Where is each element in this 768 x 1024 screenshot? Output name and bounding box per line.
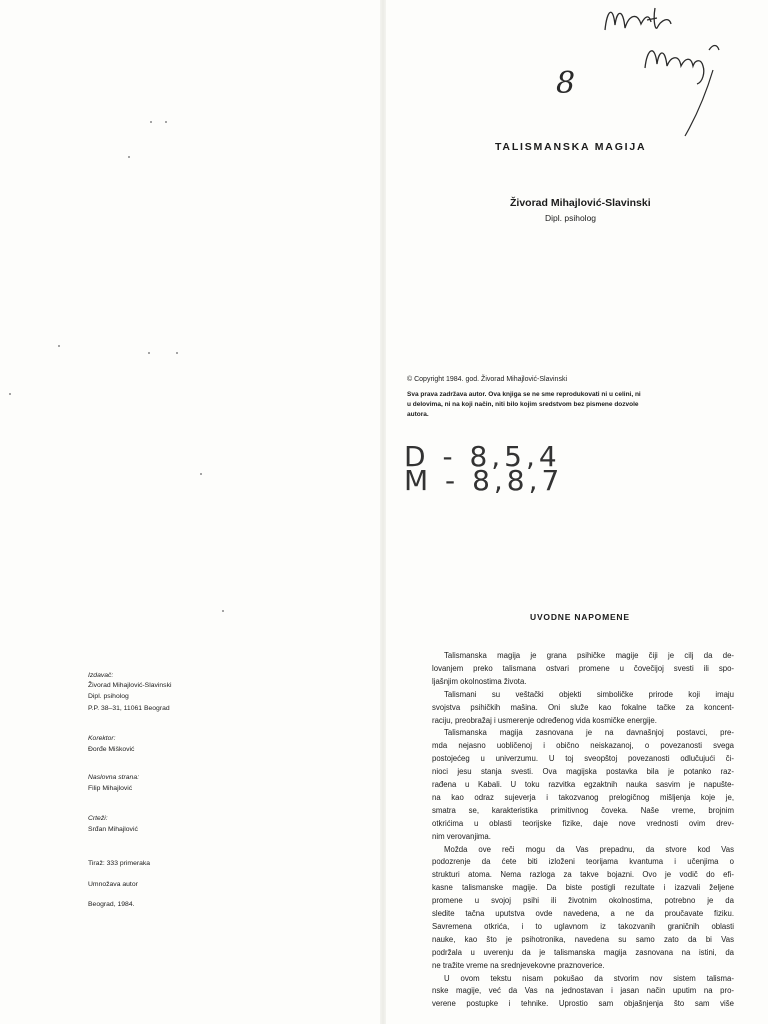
body-text-line: smatra se, karakteristika primitivnog čoveka. Naše vreme, brojnim bbox=[432, 805, 734, 815]
section-heading: UVODNE NAPOMENE bbox=[530, 612, 630, 622]
page-gutter bbox=[380, 0, 386, 1024]
body-text-line: Talismani su veštački objekti simboličke prirode koji imaju bbox=[444, 689, 734, 699]
author-title: Dipl. psiholog bbox=[545, 213, 597, 223]
corrector-name: Đorđe Mišković bbox=[88, 746, 135, 753]
rights-line: u delovima, ni na koji način, niti bilo kojim sredstvom bez pismene dozvole bbox=[407, 401, 639, 408]
body-text-line: na kao odraz sujeverja i takozvanog prelogičnog mišljenja koje je, bbox=[432, 792, 734, 802]
publisher-title: Dipl. psiholog bbox=[88, 693, 129, 700]
corrector-label: Korektor: bbox=[88, 735, 116, 742]
body-text-line: U ovom tekstu nisam pokušao da stvorim nov sistem talisma- bbox=[444, 973, 734, 983]
publisher-address: P.P. 38–31, 11061 Beograd bbox=[88, 705, 170, 712]
rights-line: autora. bbox=[407, 411, 429, 418]
body-text-line: mda nejasno uobličenoj i obično neiskazanoj, o povezanosti svega bbox=[432, 741, 734, 751]
book-title: TALISMANSKA MAGIJA bbox=[495, 141, 647, 153]
body-text-line: raciju, preobražaj i usmerenje određenog vida kosmičke energije. bbox=[432, 715, 657, 725]
body-text-line: sledite tačna uputstva ovde navedena, a ne da proučavate fiziku. bbox=[432, 909, 734, 918]
body-text-line: strukturi atoma. Nema razloga za takve bojazni. Ovo je vodič do efi- bbox=[432, 870, 734, 880]
body-text-line: Možda ove reči mogu da Vas prepadnu, da stvore kod Vas bbox=[444, 844, 734, 854]
body-text-line: ljašnjim okolnostima života. bbox=[432, 676, 527, 686]
body-text-line: kasne talismanske magije. Da biste postigli rezultate i izazvali željene bbox=[432, 883, 734, 893]
body-text-line: podozrenje da ćete biti izloženi teorijama kvantuma i učenjima o bbox=[432, 857, 734, 867]
body-text-line: postojećeg u univerzumu. U toj sveopštoj povezanosti odlučujući či- bbox=[432, 754, 734, 764]
cover-name: Filip Mihajlović bbox=[88, 785, 133, 792]
body-text-line: podržala u uverenju da je talismanska magija zasnovana na istini, da bbox=[432, 947, 734, 957]
body-text-line: otkrićima u oblasti teorijske fizike, daje nove vrednosti ovim drev- bbox=[432, 818, 734, 828]
handwritten-signature bbox=[585, 0, 765, 140]
publisher-name: Živorad Mihajlović-Slavinski bbox=[88, 682, 172, 689]
rights-line: Sva prava zadržava autor. Ova knjiga se ne sme reprodukovati ni u celini, ni bbox=[407, 391, 641, 398]
body-text-line: nske magije, već da Vas na jednostavan i jasan način uputim na pro- bbox=[432, 986, 734, 996]
print-run: Tiraž: 333 primeraka bbox=[88, 860, 151, 867]
body-text-line: nioci jesu stanja svesti. Ova magijska postavka bila je potanko raz- bbox=[432, 767, 734, 777]
body-text-line: lovanjem preko talismana ostvari promene u čovečijoj svesti ili spo- bbox=[432, 663, 734, 673]
body-text-line: rađena u Kabali. U toku razvitka egzaktnih nauka sasvim je napušte- bbox=[432, 780, 734, 789]
drawings-name: Srđan Mihajlović bbox=[88, 826, 138, 833]
handwritten-code-line: D - 8,5,4 bbox=[404, 440, 561, 473]
reproduction-note: Umnožava autor bbox=[88, 881, 138, 888]
copyright-line: © Copyright 1984. god. Živorad Mihajlović-Slavinski bbox=[407, 376, 568, 383]
body-text-line: svojstva psihičkih mašina. Oni služe kao fokalne tačke za koncent- bbox=[432, 702, 734, 712]
body-text-line: Savremena otkrića, i to uglavnom iz takozvanih graničnih oblasti bbox=[432, 921, 734, 931]
body-text-line: ne tražite vreme na srednjevekovne praznoverice. bbox=[432, 960, 605, 970]
body-text-line: nauke, kao što je psihotronika, navedena su samo zato da bi Vas bbox=[432, 934, 734, 944]
place-year: Beograd, 1984. bbox=[88, 901, 135, 908]
drawings-label: Crteži: bbox=[88, 815, 108, 822]
publisher-label: Izdavač: bbox=[88, 672, 114, 679]
page-number-handwritten: 8 bbox=[556, 66, 576, 101]
body-text-line: nim verovanjima. bbox=[432, 831, 491, 841]
author-name: Živorad Mihajlović-Slavinski bbox=[510, 197, 651, 209]
body-text-line: Talismanska magija zasnovana je na davnašnjoj postavci, pre- bbox=[444, 728, 734, 738]
handwritten-code-line: M - 8,8,7 bbox=[404, 464, 564, 497]
body-text-line: verene postupke i tehnike. Uprostio sam objašnjenja što sam više bbox=[432, 999, 734, 1009]
body-text-line: promene u svojoj psihi ili životnim okolnostima, potrebno je da bbox=[432, 896, 734, 906]
cover-label: Naslovna strana: bbox=[88, 774, 140, 781]
body-text-line: Talismanska magija je grana psihičke magije čiji je cilj da de- bbox=[444, 651, 734, 660]
